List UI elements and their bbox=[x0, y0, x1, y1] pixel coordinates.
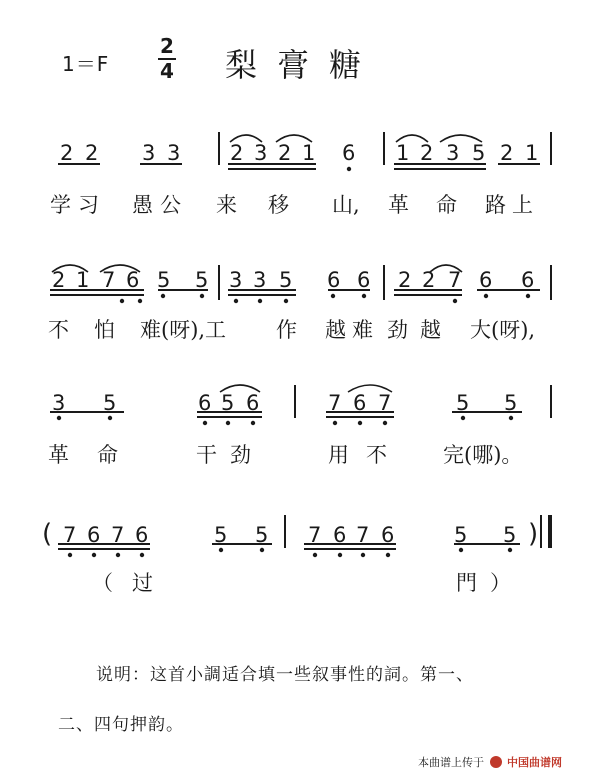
low-octave-dot bbox=[333, 421, 337, 425]
low-octave-dot bbox=[284, 299, 288, 303]
note: 1 bbox=[302, 141, 316, 165]
note: 7 bbox=[356, 523, 370, 547]
low-octave-dot bbox=[453, 299, 457, 303]
lyric: 过 bbox=[132, 571, 153, 595]
lyric-row-4 bbox=[92, 571, 511, 595]
note: 5 bbox=[195, 268, 209, 292]
note: 5 bbox=[504, 391, 518, 415]
note: 6 bbox=[342, 141, 356, 165]
note: 2 bbox=[398, 268, 412, 292]
lyric: 命 bbox=[97, 443, 118, 467]
low-octave-dot bbox=[161, 294, 165, 298]
low-octave-dot bbox=[234, 299, 238, 303]
note: 6 bbox=[353, 391, 367, 415]
note: 7 bbox=[308, 523, 322, 547]
lyric: 不 bbox=[48, 318, 69, 342]
note: 3 bbox=[446, 141, 460, 165]
lyric: 用 bbox=[328, 443, 349, 467]
note: 3 bbox=[167, 141, 181, 165]
note: 6 bbox=[135, 523, 149, 547]
low-octave-dot bbox=[260, 548, 264, 552]
note: 3 bbox=[253, 268, 267, 292]
note: 3 bbox=[142, 141, 156, 165]
low-octave-dot bbox=[140, 553, 144, 557]
footer-prefix: 本曲谱上传于 bbox=[418, 756, 484, 769]
lyric: 怕 bbox=[94, 318, 115, 342]
note: 6 bbox=[126, 268, 140, 292]
low-octave-dot bbox=[251, 421, 255, 425]
note: 1 bbox=[525, 141, 539, 165]
note: 2 bbox=[230, 141, 244, 165]
lyric-row-3 bbox=[48, 443, 522, 467]
note: 2 bbox=[85, 141, 99, 165]
time-signature-top: 2 bbox=[160, 34, 174, 58]
low-octave-dot bbox=[331, 294, 335, 298]
note: 6 bbox=[327, 268, 341, 292]
low-octave-dot bbox=[347, 167, 351, 171]
note: 5 bbox=[221, 391, 235, 415]
note: 5 bbox=[456, 391, 470, 415]
note: 7 bbox=[448, 268, 462, 292]
note: 6 bbox=[357, 268, 371, 292]
note: 2 bbox=[422, 268, 436, 292]
note: 5 bbox=[157, 268, 171, 292]
lyric: 劲 bbox=[387, 318, 408, 342]
low-octave-dot bbox=[116, 553, 120, 557]
low-octave-dot bbox=[203, 421, 207, 425]
song-title: 梨膏糖 bbox=[225, 46, 382, 84]
lyric: 命 bbox=[436, 193, 457, 217]
lyric: 干 bbox=[196, 443, 217, 467]
lyric: 来 bbox=[216, 193, 237, 217]
low-octave-dot bbox=[226, 421, 230, 425]
low-octave-dot bbox=[386, 553, 390, 557]
note: 6 bbox=[87, 523, 101, 547]
low-octave-dot bbox=[200, 294, 204, 298]
low-octave-dot bbox=[508, 548, 512, 552]
note: 7 bbox=[63, 523, 77, 547]
low-octave-dot bbox=[461, 416, 465, 420]
lyric: 习 bbox=[78, 193, 99, 217]
lyric: ） bbox=[490, 571, 511, 595]
note: 6 bbox=[198, 391, 212, 415]
low-octave-dot bbox=[138, 299, 142, 303]
site-logo-icon bbox=[490, 756, 502, 768]
note: 3 bbox=[52, 391, 66, 415]
note: 6 bbox=[381, 523, 395, 547]
score-row-1 bbox=[60, 141, 538, 165]
low-octave-dot bbox=[219, 548, 223, 552]
lyric: 学 bbox=[50, 193, 71, 217]
beam-lines bbox=[50, 164, 540, 549]
note: 2 bbox=[278, 141, 292, 165]
note: 6 bbox=[246, 391, 260, 415]
note: 7 bbox=[328, 391, 342, 415]
lyric: 上 bbox=[512, 193, 533, 217]
note: 5 bbox=[472, 141, 486, 165]
lyric: 不 bbox=[366, 443, 387, 467]
note: 1 bbox=[396, 141, 410, 165]
footer-watermark bbox=[418, 754, 562, 770]
low-octave-dot bbox=[484, 294, 488, 298]
lyric: 革 bbox=[388, 193, 409, 217]
note: 5 bbox=[255, 523, 269, 547]
close-paren: ) bbox=[528, 519, 539, 549]
explanation-note bbox=[58, 650, 576, 750]
lyric: 劲 bbox=[230, 443, 251, 467]
low-octave-dot bbox=[526, 294, 530, 298]
low-octave-dot bbox=[68, 553, 72, 557]
note: 7 bbox=[111, 523, 125, 547]
low-octave-dot bbox=[120, 299, 124, 303]
low-octave-dot bbox=[108, 416, 112, 420]
note: 6 bbox=[521, 268, 535, 292]
lyric: 公 bbox=[160, 193, 181, 217]
note: 5 bbox=[279, 268, 293, 292]
low-octave-dot bbox=[383, 421, 387, 425]
low-octave-dot bbox=[338, 553, 342, 557]
lyric: 門 bbox=[456, 571, 477, 595]
low-octave-dot bbox=[459, 548, 463, 552]
note: 1 bbox=[76, 268, 90, 292]
note: 5 bbox=[103, 391, 117, 415]
low-octave-dot bbox=[361, 553, 365, 557]
lyric: （ bbox=[92, 571, 113, 595]
low-octave-dot bbox=[362, 294, 366, 298]
note: 7 bbox=[378, 391, 392, 415]
low-octave-dot bbox=[258, 299, 262, 303]
note: 5 bbox=[503, 523, 517, 547]
note: 2 bbox=[420, 141, 434, 165]
low-octave-dot bbox=[509, 416, 513, 420]
note: 2 bbox=[500, 141, 514, 165]
open-paren: ( bbox=[42, 519, 53, 549]
note: 6 bbox=[333, 523, 347, 547]
lyric: 革 bbox=[48, 443, 69, 467]
lyric: 难(呀),工 bbox=[140, 318, 227, 342]
low-octave-dot bbox=[358, 421, 362, 425]
lyric: 移 bbox=[268, 193, 289, 217]
lyric: 作 bbox=[276, 318, 297, 342]
lyric-row-2 bbox=[48, 318, 535, 342]
note-line-1: 说明：这首小調适合填一些叙事性的詞。第一、 bbox=[96, 665, 474, 685]
lyric: 愚 bbox=[132, 193, 153, 217]
lyric: 越 bbox=[420, 318, 441, 342]
note: 5 bbox=[454, 523, 468, 547]
note-line-2: 二、四句押韵。 bbox=[58, 715, 184, 735]
low-octave-dot bbox=[57, 416, 61, 420]
lyric: 大(呀), bbox=[470, 318, 536, 342]
note: 5 bbox=[214, 523, 228, 547]
lyric-row-1 bbox=[50, 193, 533, 217]
low-octave-dot bbox=[92, 553, 96, 557]
score-row-4 bbox=[42, 519, 538, 549]
lyric: 完(哪)。 bbox=[443, 443, 523, 467]
note: 7 bbox=[102, 268, 116, 292]
key-signature: 1＝F bbox=[62, 52, 110, 76]
lyric: 路 bbox=[485, 193, 506, 217]
note: 2 bbox=[60, 141, 74, 165]
note: 3 bbox=[254, 141, 268, 165]
low-octave-dot bbox=[313, 553, 317, 557]
octave-dots bbox=[57, 167, 530, 557]
footer-brand[interactable]: 中国曲谱网 bbox=[507, 756, 562, 769]
lyric: 山, bbox=[332, 193, 360, 217]
slurs bbox=[52, 135, 482, 392]
time-signature-bottom: 4 bbox=[160, 59, 174, 83]
lyric: 越 bbox=[325, 318, 346, 342]
note: 3 bbox=[229, 268, 243, 292]
note: 2 bbox=[52, 268, 66, 292]
lyric: 难 bbox=[352, 318, 373, 342]
note: 6 bbox=[479, 268, 493, 292]
